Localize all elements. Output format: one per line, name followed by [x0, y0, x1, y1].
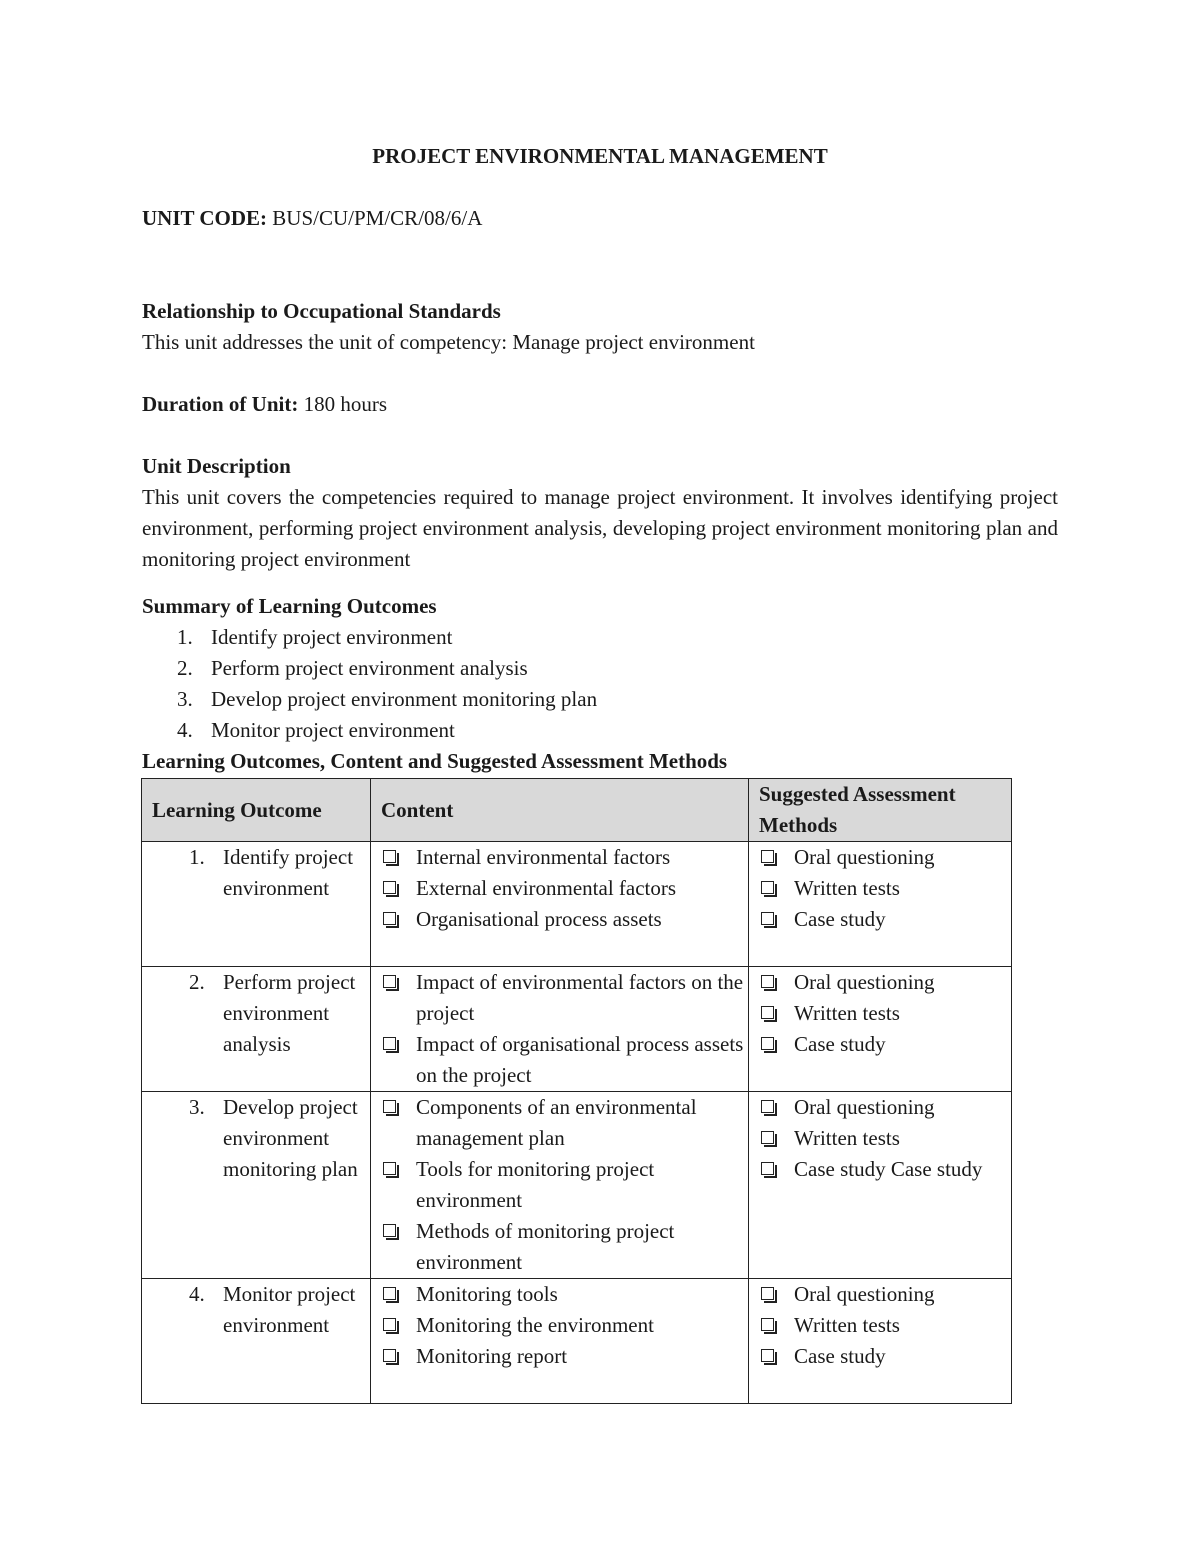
outcome-text: Identify project environment [223, 845, 354, 900]
empty-checkbox-icon [761, 1318, 774, 1331]
method-item-text: Case study Case study [794, 1157, 983, 1181]
list-item [383, 1216, 748, 1278]
list-item-number: 1. [177, 625, 193, 649]
content-cell [371, 1279, 749, 1404]
summary-list [142, 622, 1058, 746]
method-item-text: Written tests [794, 1126, 900, 1150]
outcome-number: 2. [189, 970, 205, 994]
list-item [383, 1341, 748, 1372]
empty-checkbox-icon [761, 975, 774, 988]
list-item [383, 1092, 748, 1154]
methods-cell [749, 842, 1012, 967]
list-item-text: Perform project environment analysis [211, 656, 528, 680]
content-item-text: Components of an environmental management plan [416, 1095, 697, 1150]
content-item-text: External environmental factors [416, 876, 677, 900]
empty-checkbox-icon [383, 1287, 396, 1300]
empty-checkbox-icon [761, 850, 774, 863]
list-item [761, 904, 1011, 935]
empty-checkbox-icon [383, 912, 396, 925]
list-item [383, 1154, 748, 1216]
method-item-text: Case study [794, 1344, 886, 1368]
list-item [142, 622, 1058, 653]
empty-checkbox-icon [761, 1131, 774, 1144]
summary-heading: Summary of Learning Outcomes [142, 594, 437, 618]
table-row [142, 967, 1012, 1092]
relationship-text: This unit addresses the unit of competency: Manage project environment [142, 330, 755, 354]
list-item [383, 1310, 748, 1341]
duration-label: Duration of Unit: [142, 392, 299, 416]
learning-outcomes-table [141, 778, 1012, 1404]
list-item [142, 715, 1058, 746]
list-item [383, 967, 748, 1029]
outcome-number: 1. [189, 845, 205, 869]
content-item-text: Monitoring report [416, 1344, 568, 1368]
list-item [761, 1123, 1011, 1154]
relationship-heading: Relationship to Occupational Standards [142, 299, 501, 323]
content-cell [371, 1092, 749, 1279]
outcome-text: Develop project environment monitoring plan [223, 1095, 358, 1181]
method-item-text: Written tests [794, 1001, 900, 1025]
list-item [761, 842, 1011, 873]
outcome-number: 4. [189, 1282, 205, 1306]
header-learning-outcome: Learning Outcome [142, 779, 371, 842]
outcome-cell [142, 967, 371, 1092]
content-cell [371, 967, 749, 1092]
methods-cell [749, 1092, 1012, 1279]
list-item-number: 2. [177, 656, 193, 680]
description-section [142, 451, 1058, 575]
content-cell [371, 842, 749, 967]
list-item [761, 967, 1011, 998]
empty-checkbox-icon [761, 1287, 774, 1300]
outcome-cell [142, 842, 371, 967]
list-item-number: 4. [177, 718, 193, 742]
content-item-text: Methods of monitoring project environment [416, 1219, 675, 1274]
empty-checkbox-icon [383, 850, 396, 863]
method-item-text: Oral questioning [794, 1282, 935, 1306]
table-row [142, 1092, 1012, 1279]
list-item-text: Monitor project environment [211, 718, 455, 742]
table-header-row [142, 779, 1012, 842]
empty-checkbox-icon [383, 881, 396, 894]
methods-cell [749, 1279, 1012, 1404]
unit-code-line [142, 203, 1058, 234]
content-item-text: Monitoring tools [416, 1282, 558, 1306]
list-item [383, 904, 748, 935]
table-row [142, 1279, 1012, 1404]
table-row [142, 842, 1012, 967]
list-item [761, 1029, 1011, 1060]
empty-checkbox-icon [761, 1100, 774, 1113]
content-item-text: Monitoring the environment [416, 1313, 654, 1337]
empty-checkbox-icon [761, 881, 774, 894]
list-item [761, 1341, 1011, 1372]
empty-checkbox-icon [383, 1100, 396, 1113]
list-item [383, 1279, 748, 1310]
relationship-section [142, 296, 1058, 358]
outcome-text: Perform project environment analysis [223, 970, 356, 1056]
empty-checkbox-icon [383, 1349, 396, 1362]
table-heading: Learning Outcomes, Content and Suggested Assessment Methods [142, 749, 728, 773]
empty-checkbox-icon [761, 1037, 774, 1050]
header-content: Content [371, 779, 749, 842]
description-text: This unit covers the competencies required to manage project environment. It involves identifying project environment, performing project environment analysis, developing project environment monitoring plan and monitoring project environment [142, 485, 1058, 571]
empty-checkbox-icon [383, 1318, 396, 1331]
method-item-text: Case study [794, 1032, 886, 1056]
outcome-cell [142, 1092, 371, 1279]
outcome-cell [142, 1279, 371, 1404]
duration-line [142, 389, 1058, 420]
header-assessment-methods: Suggested Assessment Methods [749, 779, 1012, 842]
content-item-text: Impact of environmental factors on the project [416, 970, 744, 1025]
content-item-text: Organisational process assets [416, 907, 662, 931]
list-item-text: Identify project environment [211, 625, 453, 649]
empty-checkbox-icon [383, 1224, 396, 1237]
methods-cell [749, 967, 1012, 1092]
list-item [761, 1092, 1011, 1123]
unit-code-value: BUS/CU/PM/CR/08/6/A [272, 206, 483, 230]
list-item-text: Develop project environment monitoring plan [211, 687, 598, 711]
content-item-text: Internal environmental factors [416, 845, 671, 869]
list-item [761, 1279, 1011, 1310]
method-item-text: Written tests [794, 1313, 900, 1337]
content-item-text: Tools for monitoring project environment [416, 1157, 655, 1212]
method-item-text: Oral questioning [794, 970, 935, 994]
method-item-text: Case study [794, 907, 886, 931]
outcome-text: Monitor project environment [223, 1282, 356, 1337]
document-title: PROJECT ENVIRONMENTAL MANAGEMENT [372, 144, 828, 168]
list-item [761, 1310, 1011, 1341]
method-item-text: Oral questioning [794, 845, 935, 869]
list-item [383, 1029, 748, 1091]
method-item-text: Oral questioning [794, 1095, 935, 1119]
empty-checkbox-icon [383, 975, 396, 988]
empty-checkbox-icon [761, 1162, 774, 1175]
empty-checkbox-icon [761, 912, 774, 925]
summary-section [142, 591, 1058, 746]
content-item-text: Impact of organisational process assets on the project [416, 1032, 744, 1087]
list-item [761, 1154, 1011, 1185]
method-item-text: Written tests [794, 876, 900, 900]
list-item [383, 842, 748, 873]
empty-checkbox-icon [383, 1037, 396, 1050]
list-item [761, 873, 1011, 904]
empty-checkbox-icon [383, 1162, 396, 1175]
list-item [761, 998, 1011, 1029]
list-item [383, 873, 748, 904]
description-heading: Unit Description [142, 454, 291, 478]
empty-checkbox-icon [761, 1349, 774, 1362]
outcome-number: 3. [189, 1095, 205, 1119]
list-item [142, 684, 1058, 715]
unit-code-label: UNIT CODE: [142, 206, 268, 230]
empty-checkbox-icon [761, 1006, 774, 1019]
list-item [142, 653, 1058, 684]
duration-value: 180 hours [303, 392, 388, 416]
list-item-number: 3. [177, 687, 193, 711]
